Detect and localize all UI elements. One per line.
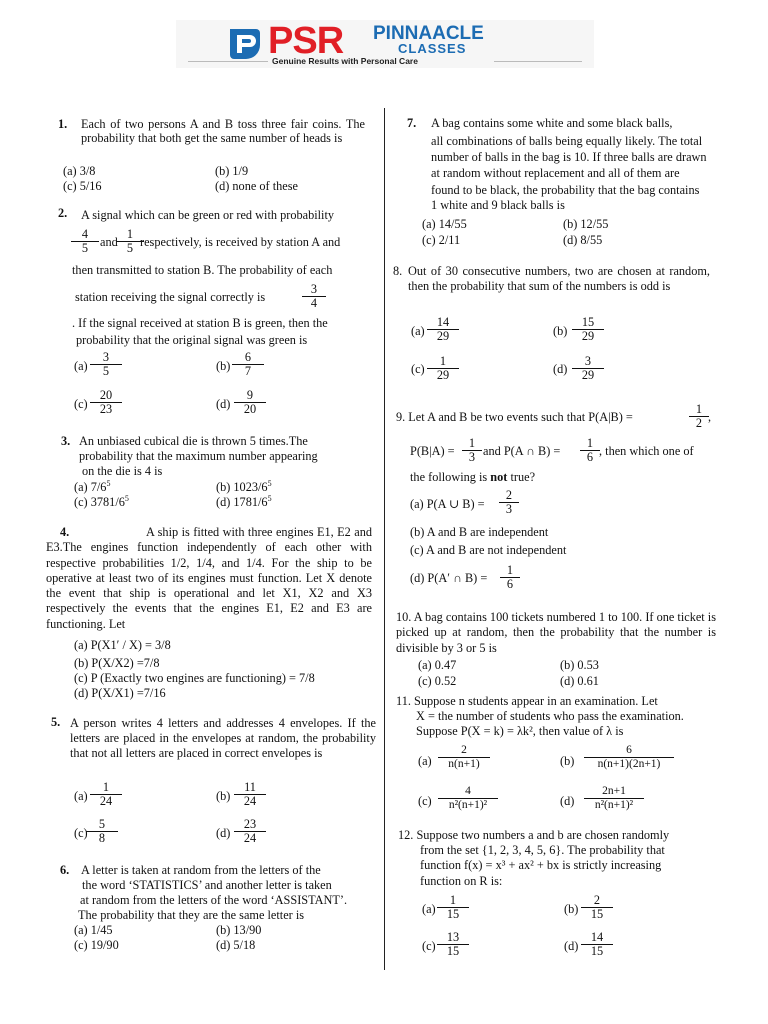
- question-text: Out of 30 consecutive numbers, two are chosen at random, then the probability that sum of the numbers is odd is: [408, 264, 710, 294]
- option-a-label: (a): [74, 359, 88, 373]
- option-a-fraction: $\frac{1}{15}$: [437, 894, 469, 921]
- option-d-label: (d): [216, 397, 231, 411]
- option-c: (c) 19/90: [74, 938, 119, 952]
- question-text: A person writes 4 letters and addresses 4 envelopes. If the letters are placed in the envelopes at random, the probability that not all letters are placed in correct envelopes is: [70, 716, 376, 760]
- option-c-label: (c): [74, 826, 88, 840]
- option-b-label: (b): [560, 754, 575, 768]
- question-text: and: [100, 235, 118, 249]
- question-text: from the set {1, 2, 3, 4, 5, 6}. The probability that: [420, 843, 665, 857]
- option-b-label: (b): [553, 324, 568, 338]
- option-a: (a) 3/8: [63, 164, 96, 178]
- option-c-fraction: $\frac{13}{15}$: [437, 931, 469, 958]
- question-text: station receiving the signal correctly is: [75, 290, 266, 304]
- option-a: (a) P(A ∪ B) =: [410, 497, 485, 511]
- question-text: then transmitted to station B. The probability of each: [72, 263, 333, 277]
- option-b-label: (b): [564, 902, 579, 916]
- logo-mark-icon: [226, 25, 262, 61]
- question-text: 1 white and 9 black balls is: [431, 198, 565, 212]
- question-text: A bag contains some white and some black balls,: [431, 116, 673, 130]
- question-text: and P(A ∩ B) =: [483, 444, 561, 458]
- option-b-fraction: $\frac{15}{29}$: [572, 316, 604, 343]
- question-text: Suppose P(X = k) = λk², then value of λ is: [416, 724, 624, 738]
- option-a-fraction: $\frac{2}{n(n+1)}$: [438, 744, 490, 771]
- option-c-label: (c): [418, 794, 432, 808]
- question-number: 8.: [393, 264, 403, 278]
- question-text: An unbiased cubical die is thrown 5 times.The: [79, 434, 308, 448]
- option-d: (d) P(A′ ∩ B) =: [410, 571, 488, 585]
- option-d: (d) P(X/X1) =7/16: [74, 686, 166, 700]
- option-d: (d) 5/18: [216, 938, 256, 952]
- option-b: (b) 12/55: [563, 217, 609, 231]
- option-a-fraction: $\frac{14}{29}$: [427, 316, 459, 343]
- option-c-fraction: $\frac{5}{8}$: [86, 818, 118, 845]
- question-text: the following is not true?: [410, 470, 536, 484]
- brand-sub: CLASSES: [398, 41, 467, 56]
- option-d-fraction: $\frac{14}{15}$: [581, 931, 613, 958]
- question-text: P(B|A) =: [410, 444, 455, 458]
- question-text: X = the number of students who pass the examination.: [416, 709, 684, 723]
- option-a-label: (a): [411, 324, 425, 338]
- question-text: A letter is taken at random from the letters of the: [81, 863, 321, 877]
- option-d-label: (d): [553, 362, 568, 376]
- question-text: The probability that they are the same letter is: [78, 908, 305, 922]
- option-b-label: (b): [216, 789, 231, 803]
- option-b-fraction: $\frac{11}{24}$: [234, 781, 266, 808]
- option-a: (a) $7/6^5$: [74, 478, 111, 494]
- option-a-label: (a): [74, 789, 88, 803]
- option-b: (b) $1023/6^5$: [216, 478, 272, 494]
- question-number: 3.: [61, 434, 71, 448]
- option-d: (d) 0.61: [560, 674, 599, 688]
- option-b-fraction: $\frac{2}{15}$: [581, 894, 613, 921]
- option-a: (a) P(X1′ / X) = 3/8: [74, 638, 171, 652]
- option-c-fraction: $\frac{20}{23}$: [90, 389, 122, 416]
- option-c: (c) P (Exactly two engines are functioning) = 7/8: [74, 671, 315, 685]
- option-d-label: (d): [216, 826, 231, 840]
- question-text: 12. Suppose two numbers a and b are chosen randomly: [398, 828, 670, 842]
- option-a-fraction: $\frac{3}{5}$: [90, 351, 122, 378]
- option-c-label: (c): [74, 397, 88, 411]
- question-text: ,: [708, 410, 712, 424]
- option-a: (a) 1/45: [74, 923, 113, 937]
- option-d: (d) 8/55: [563, 233, 603, 247]
- question-text: found to be black, the probability that the bag contains: [431, 183, 700, 197]
- option-b: (b) 0.53: [560, 658, 599, 672]
- option-d-fraction: $\frac{2n+1}{\text{n²(n+1)²}}$: [584, 785, 644, 812]
- option-c: (c) 2/11: [422, 233, 461, 247]
- option-b: (b) 13/90: [216, 923, 262, 937]
- option-b-fraction: $\frac{6}{n(n+1)(2n+1)}$: [584, 744, 674, 771]
- question-text: probability that the original signal was green is: [76, 333, 308, 347]
- option-d: (d) none of these: [215, 179, 298, 193]
- question-text: , then which one of: [599, 444, 694, 458]
- option-d-fraction: $\frac{9}{20}$: [234, 389, 266, 416]
- option-c: (c) 0.52: [418, 674, 457, 688]
- option-c-label: (c): [422, 939, 436, 953]
- header-logo: [176, 20, 594, 68]
- option-a-label: (a): [422, 902, 436, 916]
- option-a: (a) 14/55: [422, 217, 467, 231]
- option-b: (b) A and B are independent: [410, 525, 549, 539]
- option-c-fraction: $\frac{1}{29}$: [427, 355, 459, 382]
- option-a-fraction: $\frac{2}{3}$: [499, 489, 519, 516]
- option-b: (b) 1/9: [215, 164, 249, 178]
- option-c: (c) $3781/6^5$: [74, 493, 129, 509]
- question-text: all combinations of balls being equally likely. The total: [431, 134, 703, 148]
- question-text: 11. Suppose n students appear in an examination. Let: [396, 694, 658, 708]
- option-d-label: (d): [560, 794, 575, 808]
- option-d-fraction: $\frac{3}{29}$: [572, 355, 604, 382]
- option-a-fraction: $\frac{1}{24}$: [90, 781, 122, 808]
- question-text: 9. Let A and B be two events such that P(A|B) =: [396, 410, 633, 424]
- option-c: (c) A and B are not independent: [410, 543, 567, 557]
- option-c-label: (c): [411, 362, 425, 376]
- question-number: 7.: [407, 116, 417, 130]
- question-text: A ship is fitted with three engines E1, E2 and E3.The engines function independently of each other with respective probabilities 1/2, 1/4, and 1/4. For the ship to be operative at least two of its engines must function. Let X denote the event that ship is operational and let X1, X2 and X3 respectively the events that the engines E1, E2 and E3 are functioning. Let: [46, 525, 372, 631]
- option-b-fraction: $\frac{6}{7}$: [232, 351, 264, 378]
- tagline-rule-right: [494, 61, 582, 62]
- option-d-label: (d): [564, 939, 579, 953]
- question-number: 1.: [58, 117, 68, 131]
- question-number: 5.: [51, 715, 61, 729]
- tagline-rule-left: [188, 61, 268, 62]
- option-c-fraction: $\frac{4}{\text{n²(n+1)²}}$: [438, 785, 498, 812]
- fraction: $\frac{1}{5}$: [116, 228, 144, 255]
- question-number: 4.: [60, 525, 70, 539]
- question-text: function f(x) = x³ + ax² + bx is strictly increasing: [420, 858, 662, 872]
- question-text: at random without replacement and all of them are: [431, 166, 680, 180]
- brand-psr: PSR: [268, 20, 344, 62]
- question-text: the word ‘STATISTICS’ and another letter is taken: [82, 878, 332, 892]
- question-text: 10. A bag contains 100 tickets numbered 1 to 100. If one ticket is picked up at random, then the probability that the number is divisible by 3 or 5 is: [396, 610, 717, 655]
- question-text: probability that the maximum number appearing: [79, 449, 318, 463]
- option-d: (d) $1781/6^5$: [216, 493, 272, 509]
- option-a: (a) 0.47: [418, 658, 457, 672]
- option-c: (c) 5/16: [63, 179, 102, 193]
- question-text: on the die is 4 is: [82, 464, 163, 478]
- column-divider: [384, 108, 385, 970]
- question-number: 6.: [60, 863, 70, 877]
- question-text: at random from the letters of the word ‘ASSISTANT’.: [80, 893, 348, 907]
- option-d-fraction: $\frac{1}{6}$: [500, 564, 520, 591]
- option-b-label: (b): [216, 359, 231, 373]
- fraction: $\frac{3}{4}$: [302, 283, 326, 310]
- question-text: number of balls in the bag is 10. If three balls are drawn: [431, 150, 707, 164]
- fraction: $\frac{1}{6}$: [580, 437, 600, 464]
- fraction: $\frac{1}{2}$: [689, 403, 709, 430]
- tagline: Genuine Results with Personal Care: [272, 56, 418, 66]
- question-text: respectively, is received by station A and: [140, 235, 341, 249]
- question-number: 2.: [58, 206, 68, 220]
- option-d-fraction: $\frac{23}{24}$: [234, 818, 266, 845]
- brand-name: PINNAACLE: [373, 23, 484, 44]
- option-a-label: (a): [418, 754, 432, 768]
- question-text: . If the signal received at station B is green, then the: [72, 316, 328, 330]
- fraction: $\frac{4}{5}$: [71, 228, 99, 255]
- question-text: Each of two persons A and B toss three fair coins. The probability that both get the same number of heads is: [81, 117, 365, 145]
- question-text: function on R is:: [420, 874, 503, 888]
- fraction: $\frac{1}{3}$: [462, 437, 482, 464]
- option-b: (b) P(X/X2) =7/8: [74, 656, 160, 670]
- question-text: A signal which can be green or red with probability: [81, 208, 335, 222]
